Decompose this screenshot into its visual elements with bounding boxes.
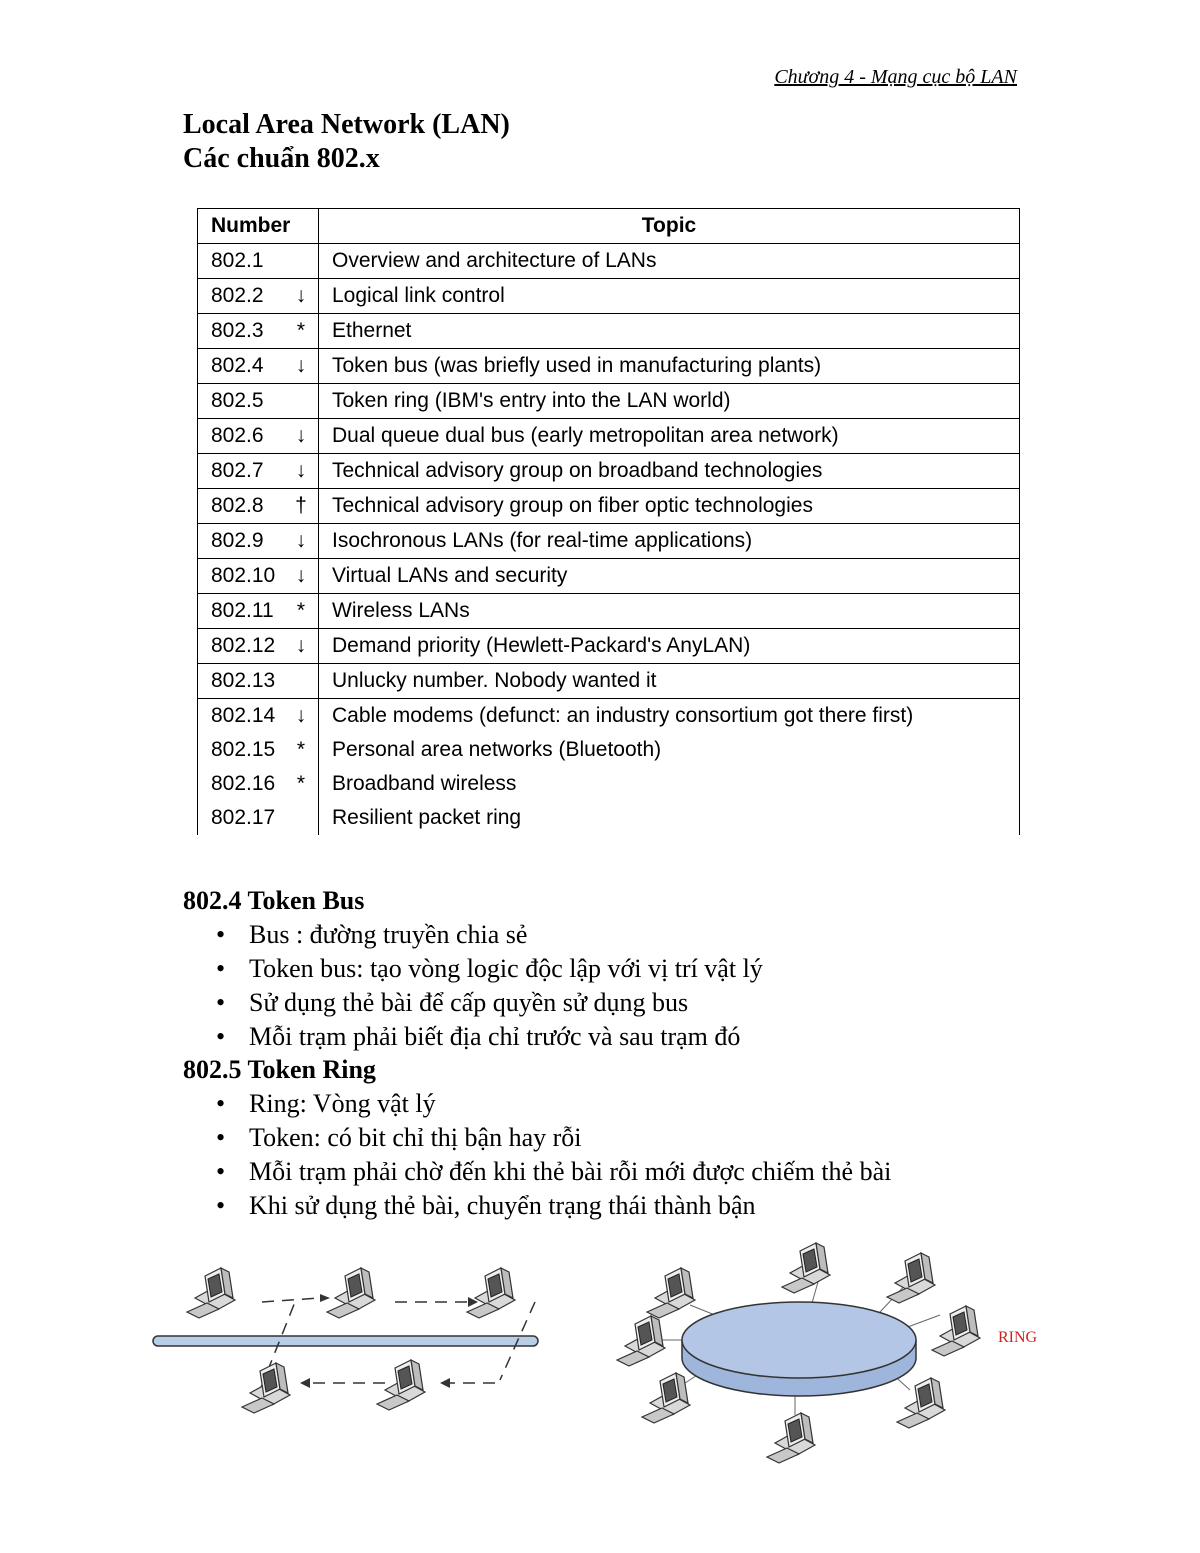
status-mark: * (296, 599, 306, 622)
standard-number: 802.7 (211, 459, 264, 482)
standard-topic: Virtual LANs and security (319, 559, 1020, 594)
status-mark: * (296, 319, 306, 342)
list-item: • Mỗi trạm phải biết địa chỉ trước và sau trạm đó (183, 1020, 763, 1054)
computer-icon (887, 1253, 935, 1303)
standard-number: 802.12 (211, 634, 276, 657)
standard-number: 802.1 (211, 249, 264, 272)
computer-icon (782, 1243, 830, 1293)
standard-topic: Token ring (IBM's entry into the LAN world) (319, 384, 1020, 419)
standard-topic: Isochronous LANs (for real-time applications) (319, 524, 1020, 559)
list-item: • Mỗi trạm phải chờ đến khi thẻ bài rỗi mới được chiếm thẻ bài (183, 1155, 891, 1189)
bullet-icon: • (216, 954, 226, 983)
token-bus-diagram (150, 1250, 545, 1435)
token-bus-heading: 802.4 Token Bus (183, 886, 365, 915)
standard-number-cell (198, 244, 319, 279)
list-item: • Ring: Vòng vật lý (183, 1087, 891, 1121)
standard-number: 802.10 (211, 564, 276, 587)
table-row (198, 314, 1020, 349)
status-mark: ↓ (295, 634, 307, 657)
bullet-icon: • (216, 1157, 226, 1186)
token-bus-list (183, 918, 763, 1054)
standard-number-cell (198, 559, 319, 594)
list-item: • Bus : đường truyền chia sẻ (183, 918, 763, 952)
table-row (198, 801, 1020, 835)
standard-topic: Wireless LANs (319, 594, 1020, 629)
bullet-icon: • (216, 920, 226, 949)
page-title (183, 108, 510, 176)
token-bus-section (183, 884, 763, 1054)
list-item: • Khi sử dụng thẻ bài, chuyển trạng thái thành bận (183, 1189, 891, 1223)
standard-number-cell (198, 699, 319, 734)
computer-icon (617, 1316, 665, 1366)
standard-number-cell (198, 349, 319, 384)
table-row (198, 489, 1020, 524)
status-mark: † (295, 494, 307, 517)
standard-number: 802.4 (211, 354, 264, 377)
table-row (198, 733, 1020, 767)
standard-topic: Dual queue dual bus (early metropolitan area network) (319, 419, 1020, 454)
table-row (198, 384, 1020, 419)
computer-icon (932, 1306, 980, 1356)
standard-topic: Technical advisory group on fiber optic technologies (319, 489, 1020, 524)
bullet-icon: • (216, 1089, 226, 1118)
standard-topic: Unlucky number. Nobody wanted it (319, 664, 1020, 699)
status-mark: ↓ (295, 354, 307, 377)
status-mark: ↓ (295, 459, 307, 482)
table-row (198, 629, 1020, 664)
standard-topic: Demand priority (Hewlett-Packard's AnyLAN) (319, 629, 1020, 664)
token-ring-list (183, 1087, 891, 1223)
status-mark: * (296, 772, 306, 795)
standard-number: 802.6 (211, 424, 264, 447)
standard-topic: Overview and architecture of LANs (319, 244, 1020, 279)
table-row (198, 349, 1020, 384)
status-mark: * (296, 738, 306, 761)
standard-number-cell (198, 454, 319, 489)
standard-number: 802.15 (211, 738, 276, 761)
token-ring-diagram (610, 1240, 1060, 1470)
bullet-icon: • (216, 1123, 226, 1152)
table-header-row (198, 209, 1020, 244)
standard-number-cell (198, 489, 319, 524)
table-row (198, 524, 1020, 559)
computer-icon (242, 1363, 290, 1413)
standard-number-cell (198, 314, 319, 349)
standard-number-cell (198, 801, 319, 835)
standard-number: 802.14 (211, 704, 276, 727)
title-line-1: Local Area Network (LAN) (183, 109, 510, 140)
token-ring-heading: 802.5 Token Ring (183, 1055, 376, 1084)
standard-number: 802.17 (211, 806, 276, 829)
list-item: • Token: có bit chỉ thị bận hay rỗi (183, 1121, 891, 1155)
bus-cable (153, 1336, 538, 1346)
table-body (198, 244, 1020, 836)
standard-topic: Broadband wireless (332, 772, 517, 795)
standard-number-cell (198, 767, 319, 801)
table-row (198, 279, 1020, 314)
standard-number-cell (198, 594, 319, 629)
bullet-icon: • (216, 1022, 226, 1051)
status-mark: ↓ (295, 704, 307, 727)
standard-number: 802.9 (211, 529, 264, 552)
standard-topic: Token bus (was briefly used in manufacturing plants) (319, 349, 1020, 384)
standard-number: 802.16 (211, 772, 276, 795)
computer-icon (897, 1378, 945, 1428)
computer-icon (642, 1373, 690, 1423)
table-row (198, 419, 1020, 454)
status-mark: ↓ (295, 529, 307, 552)
standard-number-cell (198, 524, 319, 559)
standard-number: 802.8 (211, 494, 264, 517)
standard-topic: Logical link control (319, 279, 1020, 314)
standard-number-cell (198, 733, 319, 767)
token-ring-section (183, 1053, 891, 1223)
ring-label: RING (998, 1329, 1038, 1346)
computer-icon (327, 1268, 375, 1318)
status-mark: ↓ (295, 424, 307, 447)
column-header-topic: Topic (319, 209, 1020, 244)
standard-number-cell (198, 279, 319, 314)
standard-topic: Personal area networks (Bluetooth) (332, 738, 662, 761)
ring-disk (682, 1302, 916, 1396)
table-row (198, 594, 1020, 629)
standard-topic: Technical advisory group on broadband technologies (319, 454, 1020, 489)
standard-number: 802.3 (211, 319, 264, 342)
column-header-number: Number (198, 209, 319, 244)
computer-icon (467, 1268, 515, 1318)
table-row (198, 244, 1020, 279)
standard-number: 802.2 (211, 284, 264, 307)
chapter-header: Chương 4 - Mạng cục bộ LAN (774, 66, 1017, 88)
standard-number: 802.11 (211, 599, 274, 622)
computer-icon (767, 1413, 815, 1463)
standard-topic: Cable modems (defunct: an industry consortium got there first) (332, 704, 914, 727)
table-row (198, 767, 1020, 801)
title-line-2: Các chuẩn 802.x (183, 143, 380, 174)
standard-number-cell (198, 384, 319, 419)
computer-icon (647, 1268, 695, 1318)
standard-topic: Resilient packet ring (332, 806, 522, 829)
standard-number-cell (198, 629, 319, 664)
computer-icon (377, 1360, 425, 1410)
table-row (198, 664, 1020, 699)
table-row (198, 559, 1020, 594)
standard-number-cell (198, 419, 319, 454)
bullet-icon: • (216, 988, 226, 1017)
list-item: • Token bus: tạo vòng logic độc lập với vị trí vật lý (183, 952, 763, 986)
status-mark: ↓ (295, 284, 307, 307)
computer-icon (187, 1268, 235, 1318)
standard-number-cell (198, 664, 319, 699)
bullet-icon: • (216, 1191, 226, 1220)
standard-number: 802.13 (211, 669, 276, 692)
standard-number: 802.5 (211, 389, 264, 412)
standards-table (197, 208, 1020, 835)
table-row (198, 699, 1020, 734)
table-row (198, 454, 1020, 489)
standard-topic: Ethernet (319, 314, 1020, 349)
list-item: • Sử dụng thẻ bài để cấp quyền sử dụng bus (183, 986, 763, 1020)
status-mark: ↓ (295, 564, 307, 587)
